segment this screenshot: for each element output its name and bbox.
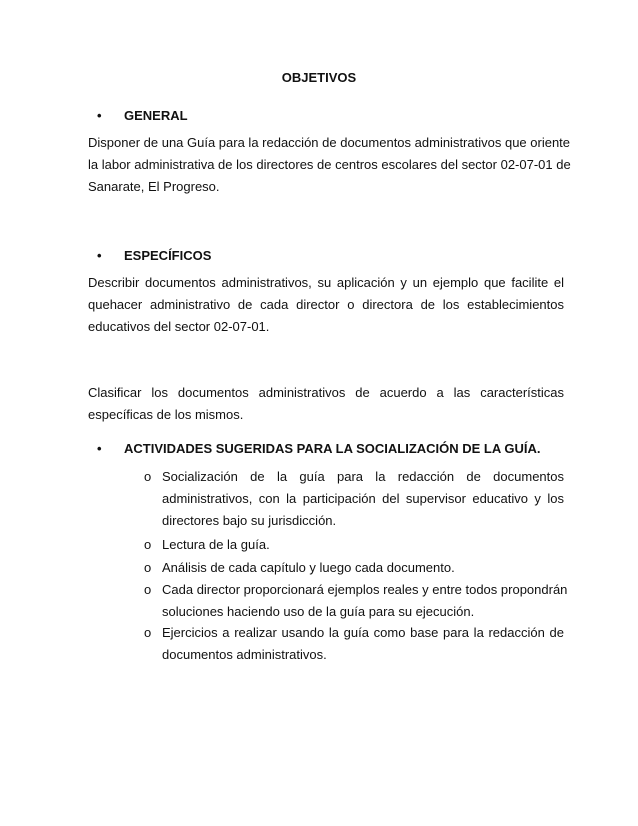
heading-general: [97, 108, 188, 123]
bullet-icon: •: [97, 441, 102, 456]
text-line: quehacer administrativo de cada director o directora de los establecimientos: [88, 297, 564, 312]
activity-item: [142, 466, 564, 532]
bullet-icon: •: [97, 248, 102, 263]
circle-bullet-icon: o: [144, 537, 152, 552]
heading-general-label: GENERAL: [124, 108, 188, 123]
heading-actividades-label: ACTIVIDADES SUGERIDAS PARA LA SOCIALIZACIÓN DE LA GUÍA.: [124, 441, 541, 456]
text-line: la labor administrativa de los directores de centros escolares del sector 02-07-01 de: [88, 157, 571, 172]
text-line: Lectura de la guía.: [162, 537, 270, 552]
circle-bullet-icon: o: [144, 625, 152, 640]
activity-item: [142, 534, 564, 556]
text-line: Socialización de la guía para la redacción de documentos: [162, 469, 564, 484]
text-line: Clasificar los documentos administrativos de acuerdo a las características: [88, 385, 564, 400]
text-line: documentos administrativos.: [162, 647, 327, 662]
especificos-paragraph-2: [88, 382, 564, 426]
text-line: Sanarate, El Progreso.: [88, 179, 220, 194]
text-line: Describir documentos administrativos, su aplicación y un ejemplo que facilite el: [88, 275, 564, 290]
text-line: soluciones haciendo uso de la guía para su ejecución.: [162, 604, 475, 619]
text-line: educativos del sector 02-07-01.: [88, 319, 270, 334]
circle-bullet-icon: o: [144, 560, 152, 575]
especificos-paragraph-1: [88, 272, 564, 338]
text-line: específicas de los mismos.: [88, 407, 244, 422]
text-line: Análisis de cada capítulo y luego cada documento.: [162, 560, 455, 575]
activity-item: [142, 622, 564, 666]
circle-bullet-icon: o: [144, 469, 152, 484]
heading-especificos: [97, 248, 212, 263]
general-paragraph: [88, 132, 571, 198]
circle-bullet-icon: o: [144, 582, 152, 597]
activity-item: [142, 557, 564, 579]
text-line: Cada director proporcionará ejemplos reales y entre todos propondrán: [162, 582, 568, 597]
activity-item: [142, 579, 568, 623]
page-title: OBJETIVOS: [281, 70, 357, 85]
heading-actividades: [97, 441, 541, 456]
heading-especificos-label: ESPECÍFICOS: [124, 248, 212, 263]
bullet-icon: •: [97, 108, 102, 123]
text-line: directores bajo su jurisdicción.: [162, 513, 337, 528]
text-line: administrativos, con la participación del supervisor educativo y los: [162, 491, 564, 506]
text-line: Ejercicios a realizar usando la guía como base para la redacción de: [162, 625, 564, 640]
text-line: Disponer de una Guía para la redacción de documentos administrativos que oriente: [88, 135, 571, 150]
